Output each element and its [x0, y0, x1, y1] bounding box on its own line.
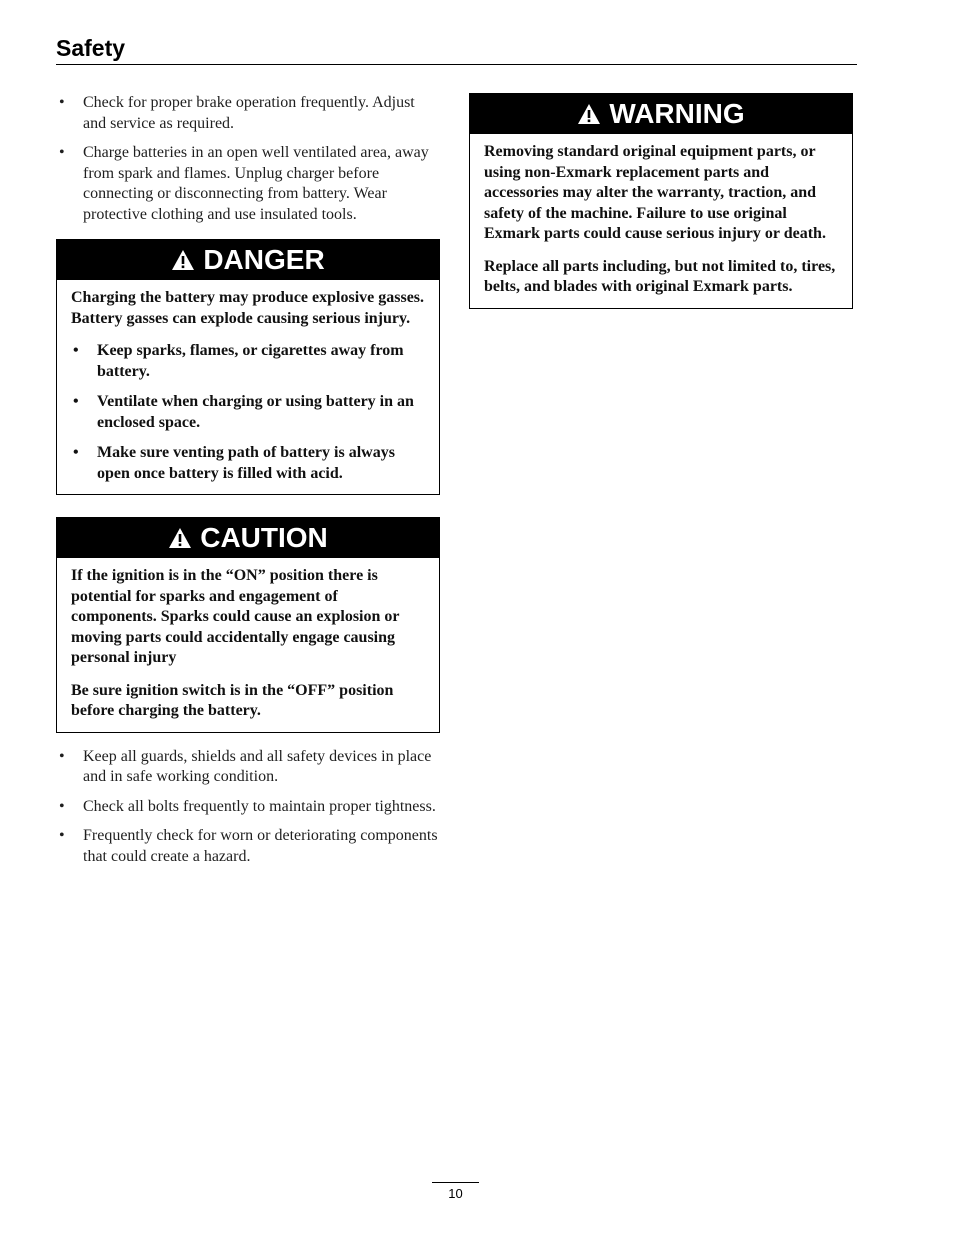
- bullet-icon: •: [59, 747, 65, 765]
- danger-list: [71, 341, 425, 484]
- list-item: • Check all bolts frequently to maintain proper tightness.: [56, 797, 440, 818]
- intro-bullet-list: [56, 93, 440, 225]
- caution-box: [56, 517, 440, 733]
- bullet-icon: •: [59, 797, 65, 815]
- danger-header: [57, 240, 439, 280]
- caution-paragraph: Be sure ignition switch is in the “OFF” position before charging the battery.: [71, 681, 394, 719]
- list-item: • Keep sparks, flames, or cigarettes away from battery.: [73, 342, 404, 380]
- danger-text: Charging the battery may produce explosive gasses. Battery gasses can explode causing serious injury.: [71, 289, 425, 327]
- list-item: • Frequently check for worn or deteriorating components that could create a hazard.: [59, 827, 438, 865]
- bullet-icon: •: [73, 444, 79, 461]
- left-column: [56, 93, 440, 876]
- bullet-icon: •: [73, 393, 79, 410]
- caution-body: [57, 558, 439, 732]
- warning-triangle-icon: [171, 249, 195, 271]
- danger-body: [57, 280, 439, 494]
- bullet-icon: •: [59, 144, 65, 161]
- danger-box: [56, 239, 440, 495]
- warning-paragraph: Replace all parts including, but not limited to, tires, belts, and blades with original Exmark parts.: [484, 257, 836, 295]
- warning-header: [470, 94, 852, 134]
- list-item: • Ventilate when charging or using battery in an enclosed space.: [73, 393, 414, 431]
- danger-heading: DANGER: [203, 244, 325, 275]
- caution-paragraph: If the ignition is in the “ON” position there is potential for sparks and engagement of components. Sparks could cause an explosion or moving parts could accidentally engage causing personal injury: [71, 567, 400, 666]
- list-item: • Check for proper brake operation frequently. Adjust and service as required.: [59, 94, 415, 132]
- bullet-icon: •: [59, 94, 65, 111]
- page-header: [56, 34, 857, 65]
- list-item: • Keep all guards, shields and all safety devices in place and in safe working condition.: [59, 747, 432, 785]
- warning-triangle-icon: [577, 103, 601, 125]
- page-number: 10: [432, 1182, 479, 1201]
- warning-paragraph: Removing standard original equipment parts, or using non-Exmark replacement parts and accessories may alter the warranty, traction, and safety of the machine. Failure to use original Exmark parts could cause serious injury or death.: [484, 143, 826, 242]
- caution-header: [57, 518, 439, 558]
- warning-box: [469, 93, 853, 309]
- bullet-icon: •: [59, 827, 65, 844]
- list-item: • Make sure venting path of battery is always open once battery is filled with acid.: [73, 444, 395, 482]
- warning-body: [470, 134, 852, 308]
- after-bullet-list: [56, 747, 440, 868]
- warning-heading: WARNING: [609, 98, 745, 129]
- right-column: [469, 93, 853, 309]
- bullet-icon: •: [73, 342, 79, 359]
- warning-triangle-icon: [168, 527, 192, 549]
- caution-heading: CAUTION: [200, 522, 328, 553]
- page-title: Safety: [56, 35, 126, 61]
- list-item: • Charge batteries in an open well ventilated area, away from spark and flames. Unplug charger before connecting or disconnecting from battery. Wear protective clothing and use insulated tools.: [59, 144, 429, 223]
